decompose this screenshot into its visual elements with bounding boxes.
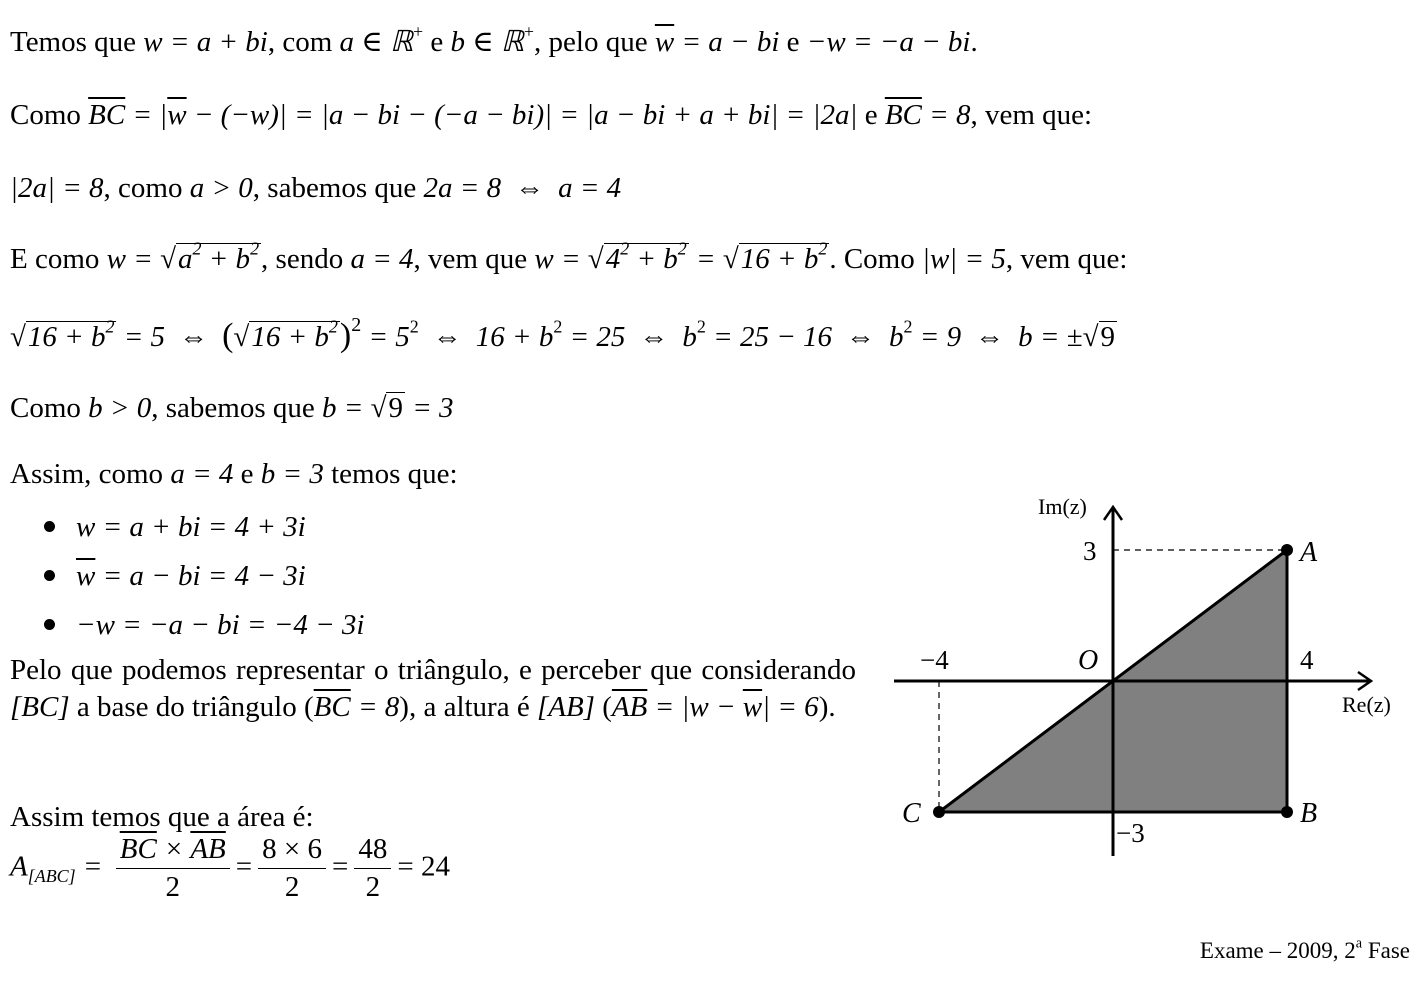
bullet-icon <box>44 619 55 630</box>
math: |w| = 5 <box>921 243 1006 275</box>
math: 9 <box>1100 321 1116 353</box>
text: e <box>423 26 451 58</box>
paren-sqrt: ( <box>222 317 234 354</box>
sqrt: √9 <box>1082 321 1116 353</box>
line-5 <box>10 316 1117 357</box>
math: [AB] <box>536 691 595 723</box>
text: , com <box>267 26 340 58</box>
text: Temos que <box>10 26 144 58</box>
text: Fase <box>1362 938 1410 963</box>
text: , vem que: <box>1005 243 1128 275</box>
math: = 8 <box>921 99 971 131</box>
math: a > 0 <box>189 172 253 204</box>
text: , pelo que <box>534 26 655 58</box>
superscript: 2 <box>818 238 828 259</box>
math: − (−w)| = |a − bi − (−a − bi)| = |a − bi + a + bi| = |2a| <box>186 99 858 131</box>
explanation-paragraph <box>10 652 856 726</box>
math: −w = −a − bi = −4 − 3i <box>76 609 365 641</box>
math: = 8 <box>350 691 400 723</box>
math: b <box>682 321 697 353</box>
line-6 <box>10 391 454 426</box>
text: e <box>233 458 261 490</box>
text: , vem que: <box>970 99 1093 131</box>
math: b <box>889 321 904 353</box>
math: + b <box>629 243 678 275</box>
math: a <box>178 243 193 275</box>
superscript: 2 <box>620 238 630 259</box>
area-intro <box>10 800 314 835</box>
math-segment: $\overline{AB}$ <box>190 833 226 865</box>
math: 2 <box>365 871 381 904</box>
text: ( <box>594 691 612 723</box>
line-2 <box>10 98 1092 133</box>
math: w = <box>106 243 161 275</box>
text: Pelo que podemos representar o triângulo, e perceber que considerando <box>10 654 856 686</box>
math-conjugate: $\overline{w}$ <box>167 99 187 131</box>
line-4 <box>10 238 1128 277</box>
math: a = 4 <box>558 172 622 204</box>
text: Assim, como <box>10 458 171 490</box>
math: 16 + b <box>475 321 554 353</box>
math: 16 + b <box>740 243 819 275</box>
math: | = 6 <box>762 691 819 723</box>
fraction <box>258 833 326 905</box>
subscript: [ABC] <box>27 865 76 886</box>
text: Como <box>10 392 89 424</box>
iff-symbol: ⇔ <box>846 321 876 353</box>
math: = 3 <box>404 392 454 424</box>
iff-symbol: ⇔ <box>975 321 1005 353</box>
superscript: 2 <box>192 238 202 259</box>
paren-sqrt: ) <box>339 317 352 354</box>
superscript: a <box>1355 935 1363 952</box>
superscript: 2 <box>351 314 362 336</box>
math: + b <box>201 243 251 275</box>
sqrt: $√a^2 + b^2$ <box>160 238 260 275</box>
point-a-label: A <box>1300 537 1318 568</box>
text: , vem que <box>413 243 535 275</box>
math: b > 0 <box>88 392 152 424</box>
math-segment: $\overline{AB}$ <box>611 691 648 723</box>
axis-label-y: Im(z) <box>1038 494 1087 519</box>
math: 8 × 6 <box>258 833 326 869</box>
fraction <box>354 833 391 905</box>
math: 9 <box>388 392 403 424</box>
math-segment: $\overline{BC}$ <box>88 99 126 131</box>
math: 2a = 8 <box>423 172 502 204</box>
math: a = 4 <box>170 458 234 490</box>
math: 2 <box>284 871 300 904</box>
superscript: 2 <box>903 316 913 337</box>
bullet-icon <box>44 570 55 581</box>
text: a base do triângulo ( <box>69 691 314 723</box>
text: , sendo <box>261 243 351 275</box>
math <box>76 552 306 601</box>
math: = 24 <box>397 850 450 883</box>
superscript: + <box>412 21 424 42</box>
math: −w = −a − bi <box>806 26 971 58</box>
text: , sabemos que <box>252 172 424 204</box>
math: b = ± <box>1018 321 1083 353</box>
math: 16 + b <box>27 321 106 353</box>
math: A <box>10 850 28 883</box>
math-segment: $\overline{BC}$ <box>119 833 157 865</box>
superscript: 2 <box>250 238 260 259</box>
complex-plane-diagram <box>880 480 1420 880</box>
point-b-marker <box>1281 806 1293 818</box>
tick-label-x-neg: −4 <box>920 645 949 675</box>
fraction <box>116 833 230 905</box>
axis-label-x: Re(z) <box>1342 692 1391 717</box>
tick-label-y-pos: 3 <box>1083 536 1097 566</box>
math: = a − bi = 4 − 3i <box>95 560 306 592</box>
superscript: 2 <box>696 316 706 337</box>
math: 4 <box>605 243 621 275</box>
bullet-icon <box>44 521 55 532</box>
math-conjugate: $\overline{w}$ <box>76 560 96 592</box>
math: = a − bi <box>674 26 780 58</box>
math: = <box>75 850 110 883</box>
text: Como <box>10 99 89 131</box>
math-conjugate: $\overline{w}$ <box>742 691 763 723</box>
math: |2a| = 8 <box>10 172 104 204</box>
sqrt: $√16 + b^2$ <box>233 316 338 353</box>
iff-symbol: ⇔ <box>639 321 669 353</box>
point-a-marker <box>1281 544 1293 556</box>
superscript: 2 <box>105 316 115 337</box>
tick-label-x-pos: 4 <box>1300 645 1314 675</box>
math: [BC] <box>10 691 70 723</box>
sqrt: $√16 + b^2$ <box>10 316 115 353</box>
text: e <box>779 26 807 58</box>
superscript: 2 <box>328 316 338 337</box>
line-7 <box>10 457 458 492</box>
exam-source <box>1199 935 1410 964</box>
math: b = <box>321 392 371 424</box>
math-conjugate: $\overline{w}$ <box>654 26 675 58</box>
text: ). <box>818 691 836 723</box>
point-b-label: B <box>1300 798 1318 829</box>
math: = 5 <box>361 321 410 353</box>
math: = <box>688 243 723 275</box>
math: b = 3 <box>260 458 324 490</box>
math: = 25 <box>562 321 626 353</box>
iff-symbol: ⇔ <box>515 172 545 204</box>
point-c-marker <box>933 806 945 818</box>
iff-symbol: ⇔ <box>432 321 462 353</box>
area-formula: $A_{[ABC]}$ = $\frac{\overline{BC} \times \overline{AB}}{2}$ = $\frac{8 \times 6}{2}$ = $\frac{48}{2}$ = 24 <box>10 833 450 904</box>
text: E como <box>10 243 107 275</box>
line-3 <box>10 171 621 206</box>
math: b ∈ ℝ <box>450 26 524 58</box>
math: = 9 <box>912 321 962 353</box>
math: 2 <box>165 871 180 904</box>
math: a ∈ ℝ <box>339 26 413 58</box>
math: w = a + bi = 4 + 3i <box>76 511 306 543</box>
sqrt: √9 <box>370 392 403 424</box>
text: ), a altura é <box>399 691 537 723</box>
math: a = 4 <box>350 243 414 275</box>
superscript: 2 <box>409 316 419 337</box>
math: = | <box>125 99 168 131</box>
math: × <box>156 833 191 865</box>
math: = 25 − 16 <box>705 321 833 353</box>
math: = 5 <box>116 321 166 353</box>
math: = |w − <box>647 691 743 723</box>
text: . Como <box>829 243 922 275</box>
text: Exame – 2009, 2 <box>1199 938 1356 963</box>
superscript: 2 <box>553 316 563 337</box>
math: 16 + b <box>251 321 329 353</box>
origin-label: O <box>1078 645 1099 676</box>
text: , sabemos que <box>151 392 322 424</box>
superscript: + <box>523 21 535 42</box>
tick-label-y-neg: −3 <box>1116 818 1145 848</box>
math: 48 <box>354 833 391 869</box>
text: temos que: <box>323 458 458 490</box>
text: . <box>970 26 978 58</box>
math-segment: $\overline{BC}$ <box>313 691 351 723</box>
text: e <box>857 99 885 131</box>
math: w = <box>534 243 588 275</box>
point-c-label: C <box>902 798 921 829</box>
line-1 <box>10 21 978 60</box>
text: Assim temos que a área é: <box>10 801 314 833</box>
sqrt: $√4^2 + b^2$ <box>587 238 687 275</box>
math-segment: $\overline{BC}$ <box>884 99 922 131</box>
iff-symbol: ⇔ <box>179 321 209 353</box>
superscript: 2 <box>677 238 687 259</box>
math: w = a + bi <box>143 26 268 58</box>
text: , como <box>103 172 190 204</box>
sqrt: $√16 + b^2$ <box>722 238 828 275</box>
